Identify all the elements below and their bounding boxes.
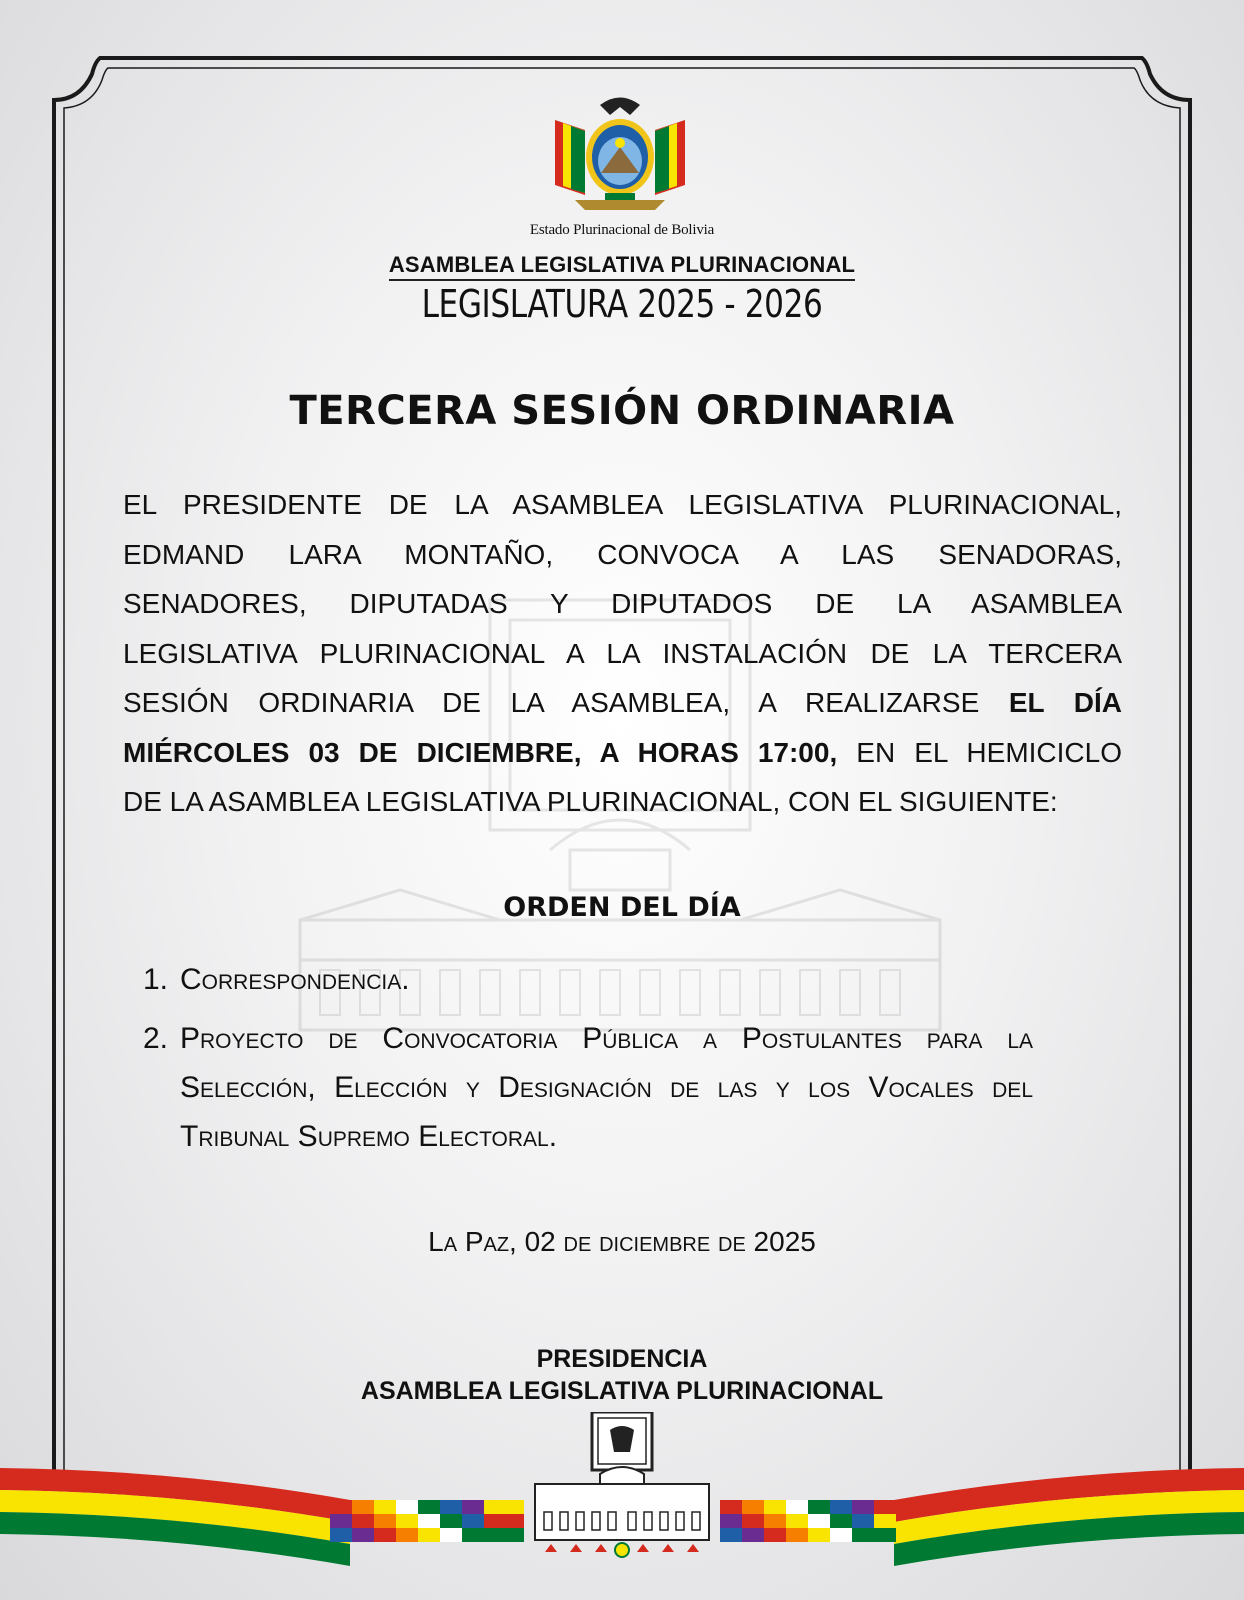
- body-line: EDMAND LARA MONTAÑO, CONVOCA A LAS SENADORAS,: [123, 538, 1122, 570]
- body-line: SESIÓN ORDINARIA DE LA ASAMBLEA, A REALIZARSE EL DÍA: [123, 687, 1122, 718]
- body-line: LEGISLATIVA PLURINACIONAL A LA INSTALACIÓN DE LA TERCERA: [123, 637, 1122, 669]
- agenda-item-number: 1.: [143, 963, 169, 996]
- agenda-list: [143, 955, 1033, 1171]
- assembly-name: ASAMBLEA LEGISLATIVA PLURINACIONAL: [0, 252, 1244, 278]
- body-line: MIÉRCOLES 03 DE DICIEMBRE, A HORAS 17:00, EN EL HEMICICLO: [123, 736, 1122, 768]
- convocation-body: [123, 480, 1122, 827]
- legislature-period: LEGISLATURA 2025 - 2026: [421, 282, 823, 326]
- agenda-item-number: 2.: [143, 1022, 169, 1055]
- agenda-title: ORDEN DEL DÍA: [503, 892, 741, 923]
- document-title: TERCERA SESIÓN ORDINARIA: [289, 388, 955, 434]
- signature-office: PRESIDENCIA: [536, 1345, 708, 1373]
- body-line: EL PRESIDENTE DE LA ASAMBLEA LEGISLATIVA PLURINACIONAL,: [123, 489, 1122, 520]
- state-name: Estado Plurinacional de Bolivia: [529, 222, 715, 238]
- agenda-item: [143, 955, 1033, 1004]
- body-line: DE LA ASAMBLEA LEGISLATIVA PLURINACIONAL, CON EL SIGUIENTE:: [123, 786, 1058, 817]
- agenda-item: [143, 1014, 1033, 1161]
- body-line: SENADORES, DIPUTADAS Y DIPUTADOS DE LA ASAMBLEA: [123, 588, 1122, 619]
- coat-of-arms-icon: [545, 85, 695, 220]
- signature-institution: ASAMBLEA LEGISLATIVA PLURINACIONAL: [360, 1377, 884, 1405]
- agenda-item-text: Correspondencia.: [180, 963, 410, 996]
- assembly-emblem-icon: [530, 1412, 714, 1567]
- place-and-date: La Paz, 02 de diciembre de 2025: [428, 1226, 816, 1257]
- agenda-item-text: Proyecto de Convocatoria Pública a Postulantes para la Selección, Elección y Designación de las y los Vocales del Tribunal Supremo Electoral.: [180, 1022, 1033, 1153]
